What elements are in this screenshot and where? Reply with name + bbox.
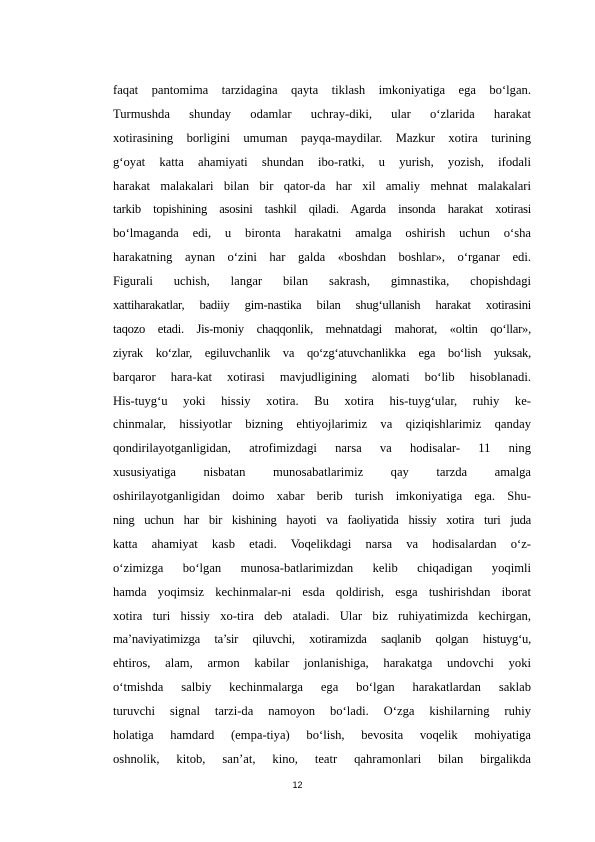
- page-number: 12: [292, 780, 303, 790]
- text-line: xattiharakatlar, badiiy gim-nastika bilan shug‘ullanish harakat xotirasini: [113, 298, 531, 313]
- text-line: xotirasining borligini umuman payqa-maydilar. Mazkur xotira turining: [113, 130, 531, 145]
- text-line: o‘zimizga bo‘lgan munosa-batlarimizdan kelib chiqadigan yoqimli: [113, 560, 531, 575]
- text-line: turuvchi signal tarzi-da namoyon bo‘ladi. O‘zga kishilarning ruhiy: [113, 704, 531, 719]
- text-line: o‘tmishda salbiy kechinmalarga ega bo‘lgan harakatlardan saklab: [113, 680, 531, 695]
- text-line: ehtiros, alam, armon kabilar jonlanishiga, harakatga undovchi yoki: [113, 656, 531, 671]
- text-line: harakatning aynan o‘zini har galda «boshdan boshlar», o‘rganar edi.: [113, 250, 531, 265]
- text-line: taqozo etadi. Jis-moniy chaqqonlik, mehnatdagi mahorat, «oltin qo‘llar»,: [113, 321, 531, 336]
- text-line: katta ahamiyat kasb etadi. Voqelikdagi narsa va hodisalardan o‘z-: [113, 536, 531, 551]
- text-line: bo‘lmaganda edi, u bironta harakatni amalga oshirish uchun o‘sha: [113, 226, 531, 241]
- text-line: qondirilayotganligidan, atrofimizdagi narsa va hodisalar- 11 ning: [113, 441, 531, 456]
- text-line: xotira turi hissiy xo-tira deb ataladi. Ular biz ruhiyatimizda kechirgan,: [113, 608, 531, 623]
- text-line: harakat malakalari bilan bir qator-da har xil amaliy mehnat malakalari: [113, 178, 531, 193]
- text-line: chinmalar, hissiyotlar bizning ehtiyojlarimiz va qiziqishlarimiz qanday: [113, 417, 531, 432]
- text-line: tarkib topishining asosini tashkil qiladi. Agarda insonda harakat xotirasi: [113, 202, 531, 217]
- text-line: xususiyatiga nisbatan munosabatlarimiz qay tarzda amalga: [113, 465, 531, 480]
- text-line: ziyrak ko‘zlar, egiluvchanlik va qo‘zg‘atuvchanlikka ega bo‘lish yuksak,: [113, 345, 531, 360]
- text-line: ning uchun har bir kishining hayoti va faoliyatida hissiy xotira turi juda: [113, 513, 531, 528]
- text-line: Figurali uchish, langar bilan sakrash, gimnastika, chopishdagi: [113, 274, 531, 289]
- text-line: ma’naviyatimizga ta’sir qiluvchi, xotiramizda saqlanib qolgan histuyg‘u,: [113, 632, 531, 647]
- text-line: hamda yoqimsiz kechinmalar-ni esda qoldirish, esga tushirishdan iborat: [113, 584, 531, 599]
- body-text: [113, 79, 531, 772]
- text-line: His-tuyg‘u yoki hissiy xotira. Bu xotira his-tuyg‘ular, ruhiy ke-: [113, 393, 531, 408]
- text-line: holatiga hamdard (empa-tiya) bo‘lish, bevosita voqelik mohiyatiga: [113, 728, 531, 743]
- text-line: Turmushda shunday odamlar uchray-diki, ular o‘zlarida harakat: [113, 106, 531, 121]
- text-line: oshnolik, kitob, san’at, kino, teatr qahramonlari bilan birgalikda: [113, 751, 531, 766]
- text-line: barqaror hara-kat xotirasi mavjudligining alomati bo‘lib hisoblanadi.: [113, 369, 531, 384]
- text-line: g‘oyat katta ahamiyati shundan ibo-ratki, u yurish, yozish, ifodali: [113, 154, 531, 169]
- text-line: oshirilayotganligidan doimo xabar berib turish imkoniyatiga ega. Shu-: [113, 489, 531, 504]
- text-line: faqat pantomima tarzidagina qayta tiklash imkoniyatiga ega bo‘lgan.: [113, 83, 531, 97]
